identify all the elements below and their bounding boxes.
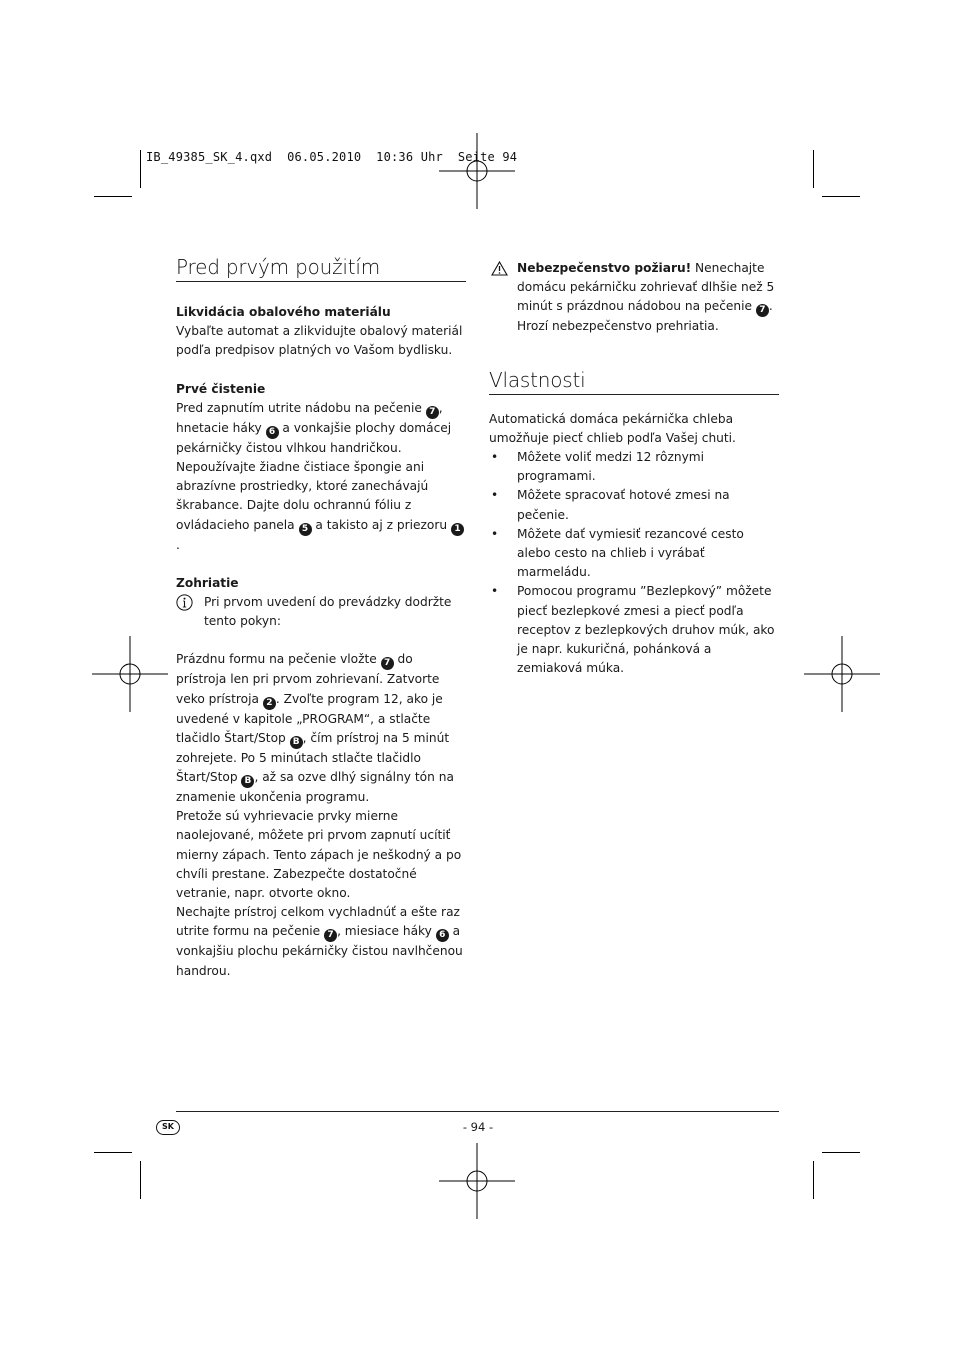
crop-mark <box>822 1152 860 1153</box>
section-title-features: Vlastnosti <box>489 367 779 395</box>
crop-mark <box>822 196 860 197</box>
part-number-badge: 7 <box>381 657 394 670</box>
part-number-badge: 6 <box>266 426 279 439</box>
registration-mark-icon <box>92 636 168 712</box>
crop-mark <box>94 196 132 197</box>
crop-mark <box>813 150 814 188</box>
text-heating-cooldown: Nechajte prístroj celkom vychladnúť a ešte raz utrite formu na pečenie 7 , miesiace háky 6 a vonkajšiu plochu pekárničky čistou navlhčenou handrou. <box>176 905 463 978</box>
language-badge: SK <box>156 1120 180 1135</box>
features-intro: Automatická domáca pekárnička chleba umožňuje piecť chlieb podľa Vašej chuti. <box>489 411 736 445</box>
crop-mark <box>140 150 141 188</box>
print-slug: IB_49385_SK_4.qxd 06.05.2010 10:36 Uhr Seite 94 <box>146 150 518 164</box>
crop-mark <box>140 1161 141 1199</box>
crop-mark <box>94 1152 132 1153</box>
registration-mark-icon <box>804 636 880 712</box>
list-item: • Môžete voliť medzi 12 rôznymi programami. <box>489 448 779 486</box>
part-number-badge: 2 <box>263 697 276 710</box>
part-number-badge: 7 <box>756 304 769 317</box>
text-heating-odor: Pretože sú vyhrievacie prvky mierne naolejované, môžete pri prvom zapnutí ucítiť mierny zápach. Tento zápach je neškodný a po chvíli prestane. Zabezpečte dostatočné vetranie, napr. otvorte okno. <box>176 809 462 901</box>
info-note-text: Pri prvom uvedení do prevádzky dodržte tento pokyn: <box>204 595 452 629</box>
part-number-badge: 7 <box>324 929 337 942</box>
text-packaging-disposal: Vybaľte automat a zlikvidujte obalový materiál podľa predpisov platných vo Vašom bydlisku. <box>176 324 463 358</box>
part-number-badge: B <box>290 736 303 749</box>
part-number-badge: 1 <box>451 523 464 536</box>
registration-mark-icon <box>439 1143 515 1219</box>
part-number-badge: 7 <box>426 406 439 419</box>
warning-triangle-icon <box>491 261 508 282</box>
list-item: • Môžete spracovať hotové zmesi na pečenie. <box>489 486 779 524</box>
list-item: • Pomocou programu ”Bezlepkový” môžete piecť bezlepkové zmesi a piecť podľa receptov z bezlepkových druhov múk, ako je napr. kukuričná, pohánková a zemiaková múka. <box>489 582 779 678</box>
features-list <box>489 448 779 678</box>
crop-mark <box>813 1161 814 1199</box>
part-number-badge: B <box>241 775 254 788</box>
heading-heating: Zohriatie <box>176 575 239 590</box>
part-number-badge: 5 <box>299 523 312 536</box>
page-number: - 94 - <box>462 1120 494 1134</box>
right-column <box>489 254 779 678</box>
heading-first-cleaning: Prvé čistenie <box>176 381 266 396</box>
info-icon <box>176 594 193 617</box>
text-heating-procedure: Prázdnu formu na pečenie vložte 7 do prístroja len pri prvom zohrievaní. Zatvorte veko prístroja 2 . Zvoľte program 12, ako je uvedené v kapitole „PROGRAM“, a stlačte tlačidlo Štart/Stop B , čím prístroj na 5 minút zohrejete. Po 5 minútach stlačte tlačidlo Štart/Stop B , až sa ozve dlhý signálny tón na znamenie ukončenia programu. <box>176 652 454 805</box>
footer-rule <box>176 1111 779 1112</box>
registration-mark-icon <box>439 133 515 209</box>
heading-packaging-disposal: Likvidácia obalového materiálu <box>176 305 391 319</box>
fire-warning-text: Nebezpečenstvo požiaru! Nenechajte domácu pekárničku zohrievať dlhšie než 5 minút s prázdnou nádobou na pečenie 7 . Hrozí nebezpečenstvo prehriatia. <box>517 261 775 334</box>
section-title-before-first-use: Pred prvým použitím <box>176 254 466 282</box>
left-column <box>176 254 466 981</box>
info-note <box>176 593 466 631</box>
text-first-cleaning: Pred zapnutím utrite nádobu na pečenie 7 , hnetacie háky 6 a vonkajšie plochy domácej pekárničky čistou vlhkou handričkou. Nepoužívajte žiadne čistiace špongie ani abrazívne prostriedky, ktoré zanechávajú škrabance. Dajte dolu ochrannú fóliu z ovládacieho panela 5 a takisto aj z priezoru 1. <box>176 399 466 555</box>
list-item: • Môžete dať vymiesiť rezancové cesto alebo cesto na chlieb i vyrábať marmeládu. <box>489 525 779 583</box>
fire-warning <box>489 259 779 337</box>
part-number-badge: 6 <box>436 929 449 942</box>
